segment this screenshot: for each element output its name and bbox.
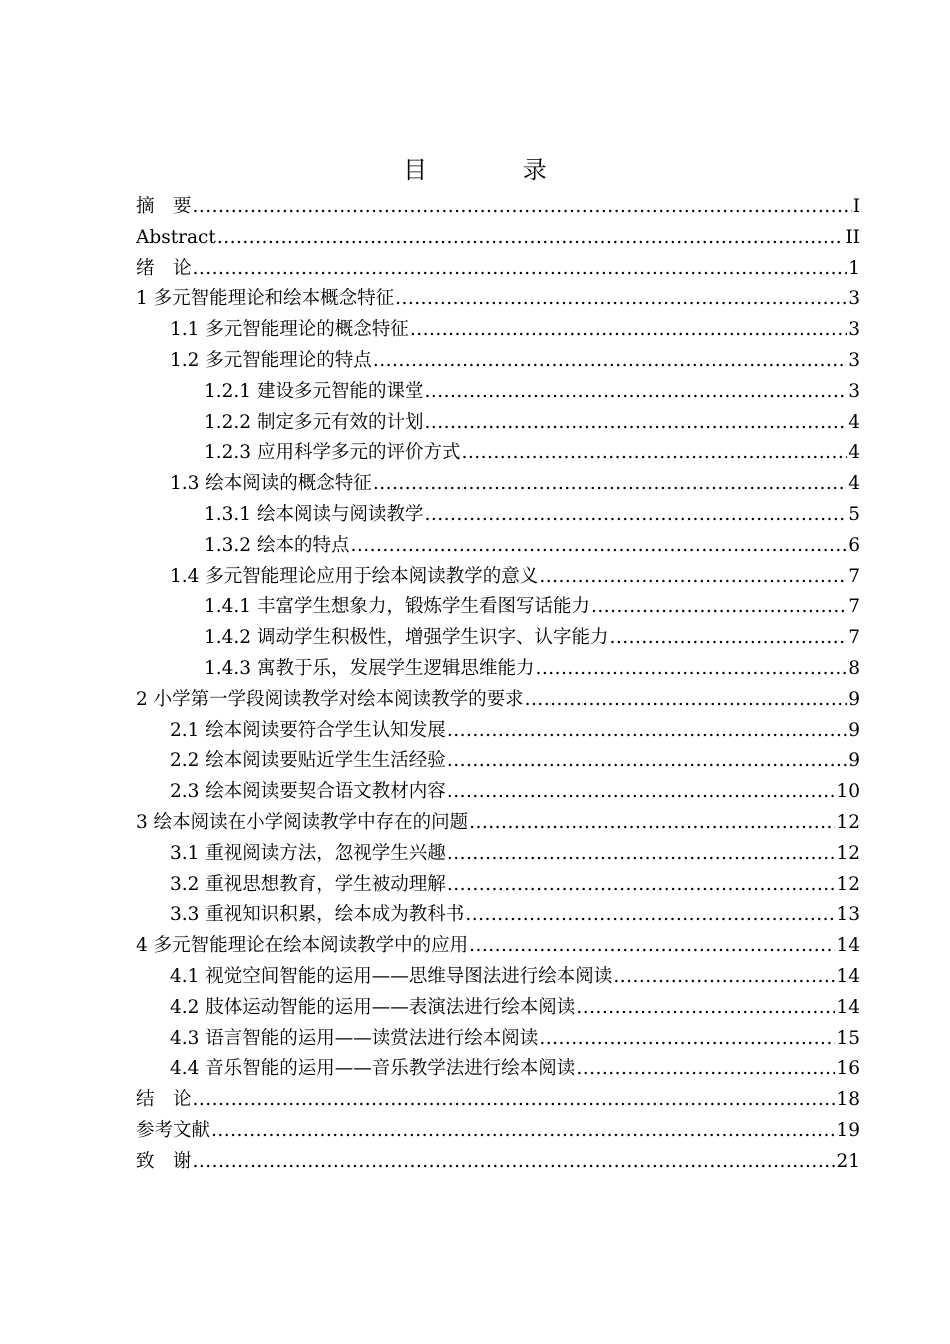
- toc-entry-title: 参考文献: [136, 1119, 211, 1141]
- toc-entry-title: 2.2 绘本阅读要贴近学生生活经验: [170, 750, 446, 772]
- toc-entry[interactable]: [136, 500, 860, 531]
- toc-entry[interactable]: [136, 192, 860, 223]
- toc-entry-title: 4.4 音乐智能的运用——音乐教学法进行绘本阅读: [170, 1058, 576, 1080]
- toc-dot-leader: [447, 870, 836, 901]
- toc-page-number: 3: [848, 380, 860, 402]
- toc-dot-leader: [576, 993, 835, 1024]
- toc-entry[interactable]: [136, 531, 860, 562]
- toc-entry[interactable]: [136, 284, 860, 315]
- toc-entry-title: 1.3 绘本阅读的概念特征: [170, 473, 372, 495]
- toc-entry[interactable]: [136, 777, 860, 808]
- toc-entry-title: 2.1 绘本阅读要符合学生认知发展: [170, 719, 446, 741]
- toc-dot-leader: [465, 900, 835, 931]
- toc-page-number: 21: [836, 1150, 860, 1172]
- toc-dot-leader: [613, 962, 835, 993]
- toc-entry-title: Abstract: [136, 226, 216, 248]
- toc-entry-title: 1.4.3 寓教于乐，发展学生逻辑思维能力: [204, 657, 535, 679]
- toc-page-number: 7: [848, 565, 860, 587]
- toc-entry-title: 3.1 重视阅读方法，忽视学生兴趣: [170, 842, 446, 864]
- toc-entry[interactable]: [136, 870, 860, 901]
- toc-entry-title: 4.3 语言智能的运用——读赏法进行绘本阅读: [170, 1027, 539, 1049]
- toc-dot-leader: [373, 346, 847, 377]
- toc-entry-title: 摘 要: [136, 196, 192, 217]
- toc-page-number: 12: [836, 842, 860, 864]
- toc-page-number: 14: [836, 965, 860, 987]
- toc-entry[interactable]: [136, 315, 860, 346]
- toc-entry-title: 1.4.2 调动学生积极性，增强学生识字、认字能力: [204, 627, 609, 649]
- toc-entry[interactable]: [136, 469, 860, 500]
- toc-entry-title: 3.2 重视思想教育，学生被动理解: [170, 873, 446, 895]
- toc-entry[interactable]: [136, 808, 860, 839]
- toc-page-number: 1: [848, 257, 860, 279]
- toc-page-number: 12: [836, 811, 860, 833]
- toc-entry[interactable]: [136, 746, 860, 777]
- toc-dot-leader: [373, 469, 847, 500]
- toc-dot-leader: [193, 192, 852, 223]
- toc-dot-leader: [447, 777, 836, 808]
- toc-dot-leader: [539, 1024, 835, 1055]
- toc-page-number: 9: [848, 719, 860, 741]
- toc-page-number: 10: [836, 781, 860, 803]
- toc-entry-title: 1.3.1 绘本阅读与阅读教学: [204, 503, 424, 525]
- toc-dot-leader: [469, 931, 835, 962]
- toc-dot-leader: [424, 408, 847, 439]
- toc-entry[interactable]: [136, 931, 860, 962]
- toc-dot-leader: [591, 592, 847, 623]
- toc-dot-leader: [447, 746, 847, 777]
- toc-page-number: 18: [836, 1089, 860, 1111]
- toc-page-number: 4: [848, 473, 860, 495]
- toc-dot-leader: [609, 623, 847, 654]
- toc-entry-title: 4.1 视觉空间智能的运用——思维导图法进行绘本阅读: [170, 965, 613, 987]
- toc-page-number: 3: [848, 349, 860, 371]
- toc-entry-title: 4 多元智能理论在绘本阅读教学中的应用: [136, 935, 469, 957]
- toc-entry-title: 3 绘本阅读在小学阅读教学中存在的问题: [136, 811, 469, 833]
- toc-dot-leader: [576, 1054, 835, 1085]
- toc-dot-leader: [193, 254, 848, 285]
- toc-dot-leader: [539, 562, 847, 593]
- toc-entry[interactable]: [136, 962, 860, 993]
- toc-dot-leader: [424, 500, 847, 531]
- toc-page-number: 14: [836, 935, 860, 957]
- toc-entry[interactable]: [136, 562, 860, 593]
- toc-title: 目 录: [403, 156, 591, 184]
- toc-page-number: 12: [836, 873, 860, 895]
- toc-page-number: 13: [836, 904, 860, 926]
- toc-dot-leader: [469, 808, 835, 839]
- toc-entry-title: 2 小学第一学段阅读教学对绘本阅读教学的要求: [136, 688, 524, 710]
- toc-entry[interactable]: [136, 1085, 860, 1116]
- toc-dot-leader: [535, 654, 847, 685]
- toc-entry[interactable]: [136, 900, 860, 931]
- toc-page-number: 9: [848, 688, 860, 710]
- toc-page-number: 14: [836, 996, 860, 1018]
- toc-entry-title: 1.4 多元智能理论应用于绘本阅读教学的意义: [170, 565, 539, 587]
- toc-entry[interactable]: [136, 654, 860, 685]
- toc-entry-title: 2.3 绘本阅读要契合语文教材内容: [170, 781, 446, 803]
- toc-entry[interactable]: [136, 623, 860, 654]
- toc-entry[interactable]: [136, 1147, 860, 1178]
- toc-entry-title: 绪 论: [136, 257, 192, 279]
- toc-dot-leader: [217, 223, 845, 254]
- toc-dot-leader: [193, 1147, 836, 1178]
- toc-entry[interactable]: [136, 592, 860, 623]
- toc-entry[interactable]: [136, 1054, 860, 1085]
- table-of-contents: [136, 192, 860, 1178]
- toc-page-number: 7: [848, 627, 860, 649]
- toc-page-number: 3: [848, 319, 860, 341]
- toc-entry-title: 1.2.1 建设多元智能的课堂: [204, 380, 424, 402]
- toc-page-number: 3: [848, 288, 860, 310]
- toc-entry-title: 致 谢: [136, 1150, 192, 1172]
- toc-dot-leader: [447, 716, 847, 747]
- toc-entry[interactable]: [136, 408, 860, 439]
- toc-dot-leader: [410, 315, 847, 346]
- toc-entry[interactable]: [136, 254, 860, 285]
- toc-page-number: 4: [848, 442, 860, 464]
- toc-page-number: 19: [836, 1119, 860, 1141]
- toc-entry-title: 1.2.3 应用科学多元的评价方式: [204, 442, 461, 464]
- toc-entry[interactable]: [136, 685, 860, 716]
- toc-page-number: 7: [848, 596, 860, 618]
- toc-entry[interactable]: [136, 839, 860, 870]
- toc-entry[interactable]: [136, 346, 860, 377]
- toc-page-number: I: [852, 196, 860, 217]
- toc-dot-leader: [395, 284, 847, 315]
- toc-page-number: 8: [848, 657, 860, 679]
- toc-entry[interactable]: [136, 716, 860, 747]
- toc-entry[interactable]: [136, 1024, 860, 1055]
- toc-page-number: II: [845, 226, 860, 248]
- toc-page-number: 9: [848, 750, 860, 772]
- toc-entry[interactable]: [136, 993, 860, 1024]
- toc-entry-title: 1.2.2 制定多元有效的计划: [204, 411, 424, 433]
- toc-entry-title: 3.3 重视知识积累，绘本成为教科书: [170, 904, 465, 926]
- toc-entry-title: 1.2 多元智能理论的特点: [170, 349, 372, 371]
- toc-dot-leader: [211, 1116, 835, 1147]
- toc-dot-leader: [350, 531, 847, 562]
- toc-entry-title: 1.3.2 绘本的特点: [204, 534, 350, 556]
- toc-entry[interactable]: [136, 377, 860, 408]
- toc-entry-title: 4.2 肢体运动智能的运用——表演法进行绘本阅读: [170, 996, 576, 1018]
- toc-entry[interactable]: [136, 223, 860, 254]
- toc-entry-title: 1.4.1 丰富学生想象力，锻炼学生看图写话能力: [204, 596, 590, 618]
- toc-entry-title: 1 多元智能理论和绘本概念特征: [136, 288, 395, 310]
- toc-entry-title: 结 论: [136, 1089, 192, 1111]
- toc-entry-title: 1.1 多元智能理论的概念特征: [170, 319, 409, 341]
- toc-dot-leader: [525, 685, 848, 716]
- toc-page-number: 5: [848, 503, 860, 525]
- toc-page-number: 16: [836, 1058, 860, 1080]
- toc-page-number: 4: [848, 411, 860, 433]
- toc-dot-leader: [424, 377, 847, 408]
- toc-entry[interactable]: [136, 438, 860, 469]
- toc-dot-leader: [447, 839, 836, 870]
- toc-entry[interactable]: [136, 1116, 860, 1147]
- toc-page-number: 6: [848, 534, 860, 556]
- toc-page-number: 15: [836, 1027, 860, 1049]
- toc-dot-leader: [461, 438, 847, 469]
- toc-dot-leader: [193, 1085, 836, 1116]
